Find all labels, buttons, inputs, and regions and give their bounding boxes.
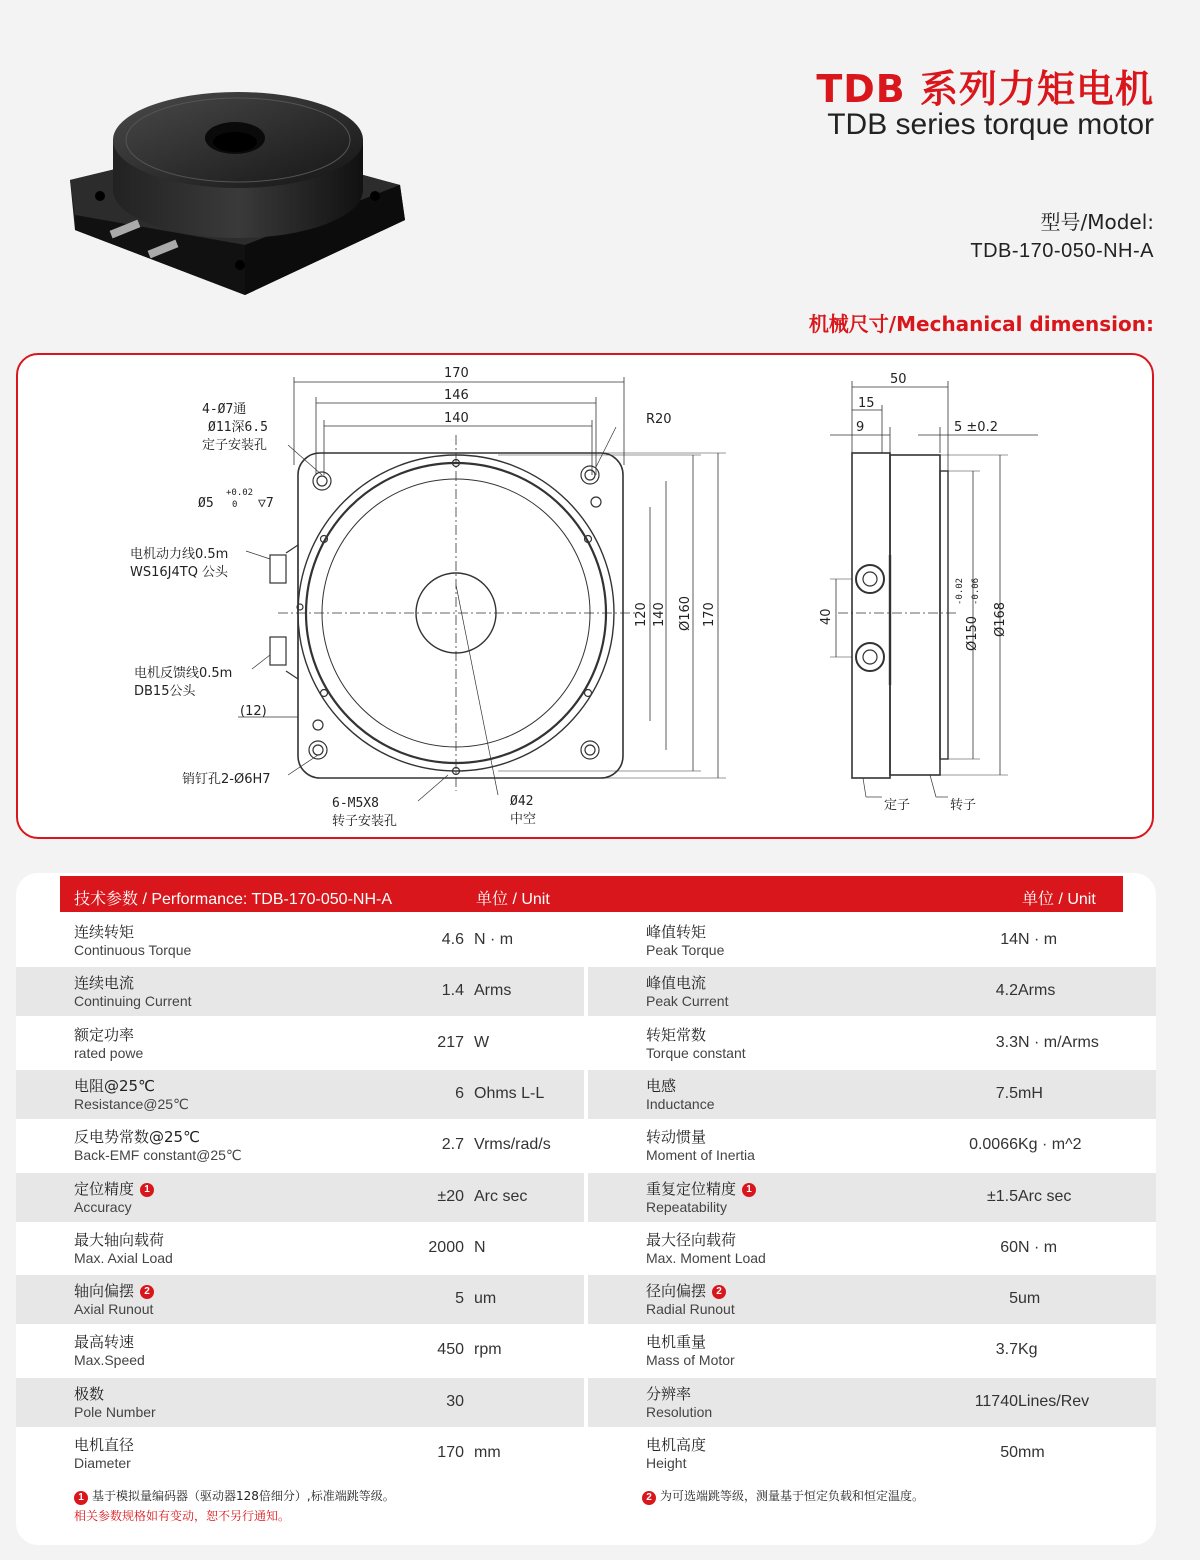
param-name-cn: 最大轴向载荷 bbox=[74, 1230, 165, 1249]
param-name-en: Accuracy bbox=[74, 1198, 132, 1215]
param-name-cn: 重复定位精度 1 bbox=[646, 1178, 756, 1199]
param-cell-right bbox=[588, 1070, 1156, 1119]
param-unit: Arms bbox=[1018, 982, 1056, 1000]
param-name-en: Pole Number bbox=[74, 1403, 156, 1420]
param-value: 3.3 bbox=[995, 1033, 1018, 1051]
stator-holes-line3: 定子安装孔 bbox=[202, 438, 268, 453]
note-2-mark: 2 bbox=[642, 1491, 656, 1505]
param-unit: N bbox=[474, 1238, 486, 1256]
table-header bbox=[60, 876, 1123, 912]
param-unit: W bbox=[474, 1033, 490, 1051]
param-unit: Vrms/rad/s bbox=[474, 1136, 551, 1154]
param-name-cn: 轴向偏摆 2 bbox=[74, 1280, 154, 1301]
param-unit: Arms bbox=[474, 982, 512, 1000]
table-row bbox=[16, 1224, 1156, 1273]
param-name-cn: 最大径向载荷 bbox=[646, 1230, 737, 1249]
param-cell-right bbox=[588, 1121, 1156, 1170]
param-name-en: Continuing Current bbox=[74, 993, 192, 1010]
param-cell-left bbox=[16, 1378, 584, 1427]
param-value: 4.2 bbox=[995, 982, 1018, 1000]
param-name-en: Peak Current bbox=[646, 993, 729, 1010]
table-row bbox=[16, 1070, 1156, 1119]
dim-12-label: (12) bbox=[240, 704, 267, 719]
param-value: 11740 bbox=[974, 1392, 1018, 1410]
param-name-cn: 电阻@25℃ bbox=[74, 1076, 155, 1095]
param-value: 4.6 bbox=[441, 931, 464, 948]
header-unit-right: 单位 / Unit bbox=[1022, 891, 1096, 908]
side-dim-150: Ø150 bbox=[965, 615, 980, 651]
table-row bbox=[16, 967, 1156, 1016]
side-dim-9: 9 bbox=[856, 420, 865, 435]
param-value: 217 bbox=[437, 1033, 464, 1051]
dim-170-label: 170 bbox=[444, 366, 469, 381]
note-1-mark: 1 bbox=[74, 1491, 88, 1505]
side-dim-15: 15 bbox=[858, 396, 875, 411]
model-value: TDB-170-050-NH-A bbox=[970, 240, 1154, 262]
param-name-cn: 连续电流 bbox=[74, 974, 135, 993]
param-value: 2000 bbox=[428, 1238, 464, 1256]
param-cell-left bbox=[16, 1173, 584, 1222]
mechanical-drawing bbox=[16, 353, 1154, 839]
table-row bbox=[16, 1173, 1156, 1222]
param-cell-right bbox=[588, 1224, 1156, 1273]
side-dim-5: 5 ±0.2 bbox=[954, 420, 998, 435]
side-dim-50: 50 bbox=[890, 372, 907, 387]
pin-hole-label: 销钉孔2-Ø6H7 bbox=[182, 772, 271, 787]
param-value: ±20 bbox=[437, 1187, 464, 1205]
param-value: 14 bbox=[1000, 931, 1018, 948]
param-name-en: Back-EMF constant@25℃ bbox=[74, 1147, 242, 1164]
table-row bbox=[16, 1019, 1156, 1068]
param-cell-left bbox=[16, 1019, 584, 1068]
note-1 bbox=[74, 1487, 395, 1505]
mech-dimension-label: 机械尺寸/Mechanical dimension: bbox=[808, 312, 1154, 336]
param-unit: um bbox=[1018, 1290, 1041, 1308]
param-unit: mm bbox=[474, 1444, 501, 1461]
dim-146-label: 146 bbox=[444, 388, 469, 403]
motor-photo bbox=[60, 70, 420, 310]
hollow-dia-label: Ø42 bbox=[510, 794, 534, 809]
param-cell-left bbox=[16, 1275, 584, 1324]
drawing-svg bbox=[18, 355, 1156, 841]
param-name-en: Moment of Inertia bbox=[646, 1147, 755, 1164]
param-unit: mm bbox=[1018, 1444, 1045, 1461]
param-name-cn: 最高转速 bbox=[74, 1333, 135, 1352]
param-name-en: Continuous Torque bbox=[74, 942, 192, 958]
bore-depth: ▽7 bbox=[258, 496, 274, 511]
param-value: 5 bbox=[455, 1290, 464, 1308]
param-cell-right bbox=[588, 1378, 1156, 1427]
param-name-cn: 电机重量 bbox=[646, 1333, 707, 1352]
param-value: 1.4 bbox=[441, 982, 464, 1000]
rotor-label: 转子 bbox=[950, 798, 977, 813]
param-value: 170 bbox=[437, 1444, 464, 1461]
side-dim-150-tol-dn: -0.06 bbox=[971, 577, 981, 605]
param-name-cn: 电机高度 bbox=[646, 1436, 707, 1454]
param-unit: N · m/Arms bbox=[1018, 1033, 1099, 1051]
param-name-en: Max. Moment Load bbox=[646, 1249, 766, 1266]
param-name-en: Axial Runout bbox=[74, 1301, 154, 1318]
param-name-cn: 电机直径 bbox=[74, 1436, 135, 1454]
param-name-en: Max.Speed bbox=[74, 1352, 145, 1369]
power-cable-line1: 电机动力线0.5m bbox=[130, 547, 229, 562]
param-unit: Kg · m^2 bbox=[1018, 1136, 1082, 1154]
param-cell-left bbox=[16, 967, 584, 1016]
page-title-en: TDB series torque motor bbox=[827, 108, 1154, 141]
footnote-mark: 2 bbox=[140, 1285, 154, 1299]
feedback-cable-line1: 电机反馈线0.5m bbox=[134, 666, 233, 681]
note-3: 相关参数规格如有变动，恕不另行通知。 bbox=[74, 1509, 291, 1523]
dim-120-label: 120 bbox=[634, 602, 649, 627]
table-row bbox=[16, 1121, 1156, 1170]
param-cell-right bbox=[588, 1326, 1156, 1375]
dim-v140-label: 140 bbox=[652, 602, 667, 627]
footnote-mark: 1 bbox=[140, 1183, 154, 1197]
table-row bbox=[16, 1275, 1156, 1324]
param-cell-right bbox=[588, 1173, 1156, 1222]
param-name-cn: 径向偏摆 2 bbox=[646, 1280, 726, 1301]
param-name-cn: 峰值电流 bbox=[646, 974, 707, 993]
param-name-en: Torque constant bbox=[646, 1044, 746, 1061]
param-value: 60 bbox=[1000, 1238, 1018, 1256]
footnote-mark: 1 bbox=[742, 1183, 756, 1197]
table-row bbox=[16, 916, 1156, 965]
param-name-en: Diameter bbox=[74, 1455, 131, 1471]
param-name-en: Max. Axial Load bbox=[74, 1249, 173, 1266]
header-performance: 技术参数 / Performance: TDB-170-050-NH-A bbox=[74, 891, 393, 908]
param-name-en: Mass of Motor bbox=[646, 1352, 735, 1369]
param-value: 5 bbox=[1009, 1290, 1018, 1308]
dim-140-label: 140 bbox=[444, 411, 469, 426]
param-unit: Lines/Rev bbox=[1018, 1392, 1090, 1410]
param-unit: N · m bbox=[1018, 931, 1058, 948]
param-name-cn: 极数 bbox=[74, 1384, 105, 1403]
dim-160-label: Ø160 bbox=[678, 595, 693, 631]
stator-holes-line2: Ø11深6.5 bbox=[208, 420, 268, 435]
param-cell-left bbox=[16, 1224, 584, 1273]
param-unit: rpm bbox=[474, 1341, 502, 1359]
note-2-text: 为可选端跳等级，测量基于恒定负载和恒定温度。 bbox=[660, 1489, 925, 1503]
param-cell-left bbox=[16, 1070, 584, 1119]
param-name-cn: 定位精度 1 bbox=[74, 1178, 154, 1199]
param-unit: N · m bbox=[1018, 1238, 1058, 1256]
param-name-en: Inductance bbox=[646, 1095, 715, 1112]
param-name-cn: 反电势常数@25℃ bbox=[74, 1128, 200, 1147]
param-name-cn: 分辨率 bbox=[646, 1384, 692, 1403]
bore-tol-up: +0.02 bbox=[226, 488, 254, 498]
param-cell-right bbox=[588, 967, 1156, 1016]
side-dim-40: 40 bbox=[819, 608, 834, 625]
hollow-label: 中空 bbox=[510, 812, 537, 827]
param-unit: Arc sec bbox=[474, 1187, 528, 1205]
param-unit: mH bbox=[1018, 1084, 1043, 1102]
param-cell-right bbox=[588, 1429, 1156, 1478]
param-cell-right bbox=[588, 1275, 1156, 1324]
param-name-cn: 峰值转矩 bbox=[646, 923, 707, 941]
table-row bbox=[16, 1378, 1156, 1427]
param-name-cn: 电感 bbox=[646, 1076, 677, 1095]
note-2 bbox=[642, 1487, 924, 1505]
param-name-en: rated powe bbox=[74, 1044, 144, 1061]
side-dim-150-tol-up: -0.02 bbox=[955, 577, 965, 605]
param-name-en: Height bbox=[646, 1455, 687, 1471]
bore-tol-dn: 0 bbox=[232, 500, 238, 510]
footnote-mark: 2 bbox=[712, 1285, 726, 1299]
rotor-holes-line1: 6-M5X8 bbox=[332, 796, 379, 811]
power-cable-line2: WS16J4TQ 公头 bbox=[130, 565, 229, 580]
param-unit: N · m bbox=[474, 931, 514, 948]
param-value: 2.7 bbox=[441, 1136, 464, 1154]
param-cell-right bbox=[588, 1019, 1156, 1068]
param-value: ±1.5 bbox=[986, 1187, 1018, 1205]
param-cell-left bbox=[16, 1326, 584, 1375]
param-name-en: Resolution bbox=[646, 1403, 713, 1420]
dim-v170-label: 170 bbox=[702, 602, 717, 627]
header-unit-left: 单位 / Unit bbox=[476, 891, 550, 908]
param-name-cn: 额定功率 bbox=[74, 1025, 135, 1044]
feedback-cable-line2: DB15公头 bbox=[134, 684, 196, 699]
param-cell-right bbox=[588, 916, 1156, 965]
param-unit: Kg bbox=[1018, 1341, 1038, 1359]
param-value: 0.0066 bbox=[969, 1136, 1018, 1154]
param-cell-left bbox=[16, 1429, 584, 1478]
param-value: 3.7 bbox=[995, 1341, 1018, 1359]
param-name-en: Radial Runout bbox=[646, 1301, 735, 1318]
param-name-cn: 转动惯量 bbox=[646, 1128, 707, 1147]
param-name-en: Resistance@25℃ bbox=[74, 1095, 189, 1112]
table-row bbox=[16, 1326, 1156, 1375]
param-value: 6 bbox=[455, 1084, 464, 1102]
param-cell-left bbox=[16, 916, 584, 965]
rotor-holes-line2: 转子安装孔 bbox=[332, 814, 398, 829]
param-name-en: Peak Torque bbox=[646, 942, 725, 958]
param-value: 50 bbox=[1000, 1444, 1018, 1461]
note-1-text: 基于模拟量编码器（驱动器128倍细分）,标准端跳等级。 bbox=[92, 1489, 395, 1503]
param-name-en: Repeatability bbox=[646, 1198, 727, 1215]
dim-r20-label: R20 bbox=[646, 412, 672, 427]
param-cell-left bbox=[16, 1121, 584, 1170]
param-value: 30 bbox=[446, 1392, 464, 1410]
param-unit: um bbox=[474, 1290, 497, 1308]
param-name-cn: 连续转矩 bbox=[74, 923, 135, 941]
param-name-cn: 转矩常数 bbox=[646, 1025, 707, 1044]
param-value: 450 bbox=[437, 1341, 464, 1359]
table-row bbox=[16, 1429, 1156, 1478]
model-label: 型号/Model: bbox=[1040, 210, 1154, 234]
param-unit: Arc sec bbox=[1018, 1187, 1072, 1205]
bore-label: Ø5 bbox=[198, 496, 214, 511]
performance-table bbox=[16, 873, 1156, 1545]
param-value: 7.5 bbox=[995, 1084, 1018, 1102]
page-title-cn: TDB 系列力矩电机 bbox=[816, 67, 1154, 111]
side-dim-168: Ø168 bbox=[993, 601, 1008, 637]
stator-label: 定子 bbox=[884, 798, 911, 813]
param-unit: Ohms L-L bbox=[474, 1084, 545, 1102]
stator-holes-line1: 4-Ø7通 bbox=[202, 402, 247, 417]
